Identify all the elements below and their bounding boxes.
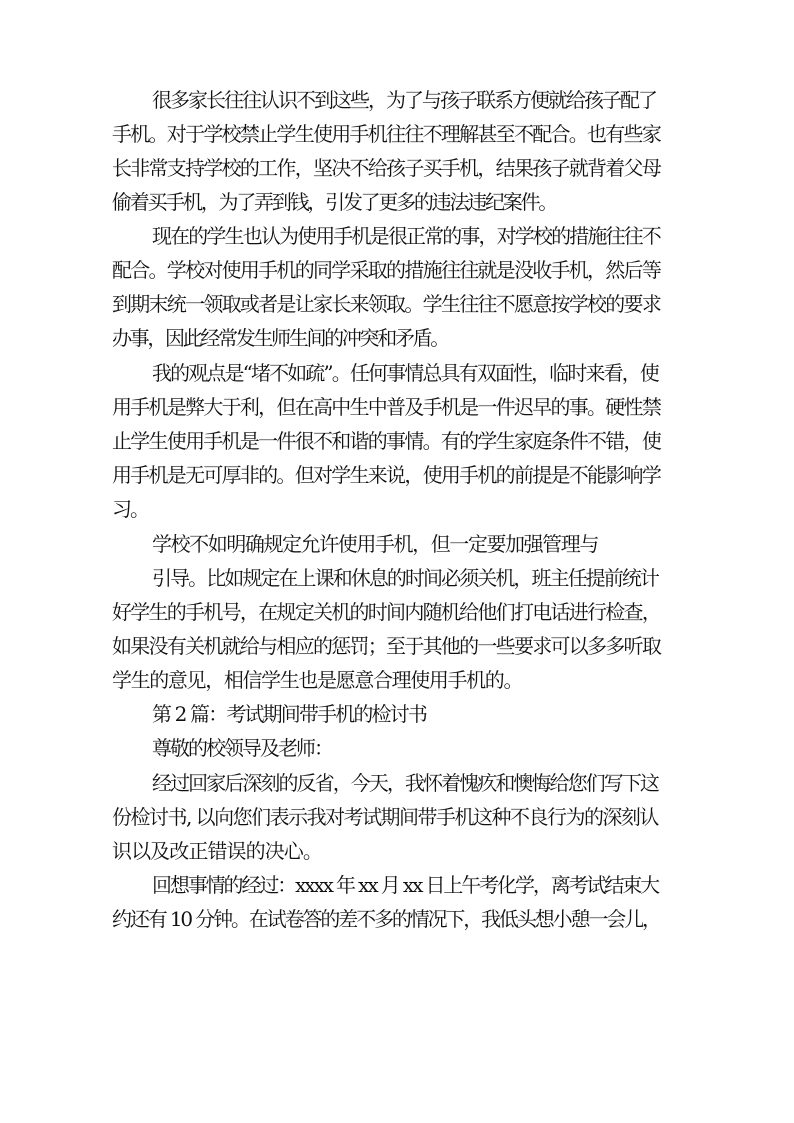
text-line-content: 现在的学生也认为使用手机是很正常的事，对学校的措施往往不 [152,224,660,248]
text-line [0,117,794,151]
text-line-content: 如果没有关机就给与相应的惩罚；至于其他的一些要求可以多多听取 [112,634,661,658]
text-line [0,390,794,424]
text-line-content: 很多家长往往认识不到这些，为了与孩子联系方便就给孩子配了 [152,88,656,112]
text-line-content: 经过回家后深刻的反省，今天，我怀着愧疚和懊悔给您们写下这 [152,771,658,795]
text-line-content: 回想事情的经过：xxxx 年 xx 月 xx 日上午考化学，离考试结束大 [152,873,659,897]
text-line-content: 用手机是无可厚非的。但对学生来说，使用手机的前提是不能影响学 [112,463,661,487]
text-line-content: 识以及改正错误的决心。 [112,839,322,863]
text-line [0,902,794,936]
text-line [0,766,794,800]
text-line-content: 第 2 篇：考试期间带手机的检讨书 [152,702,426,726]
text-line-content: 到期末统一领取或者是让家长来领取。学生往往不愿意按学校的要求 [112,292,661,316]
text-line [0,629,794,663]
text-line [0,83,794,117]
text-line [0,868,794,902]
text-line [0,151,794,185]
text-line-content: 好学生的手机号，在规定关机的时间内随机给他们打电话进行检查， [112,600,661,624]
text-line-content: 份检讨书, 以向您们表示我对考试期间带手机这种不良行为的深刻认 [112,805,658,829]
text-line [0,834,794,868]
text-line [0,492,794,526]
text-line [0,561,794,595]
text-line-content: 配合。学校对使用手机的同学采取的措施往往就是没收手机，然后等 [112,258,661,282]
text-line [0,321,794,355]
text-line [0,527,794,561]
text-line-content: 学生的意见，相信学生也是愿意合理使用手机的。 [112,668,523,692]
text-line-content: 偷着买手机，为了弄到钱，引发了更多的违法违纪案件。 [112,190,556,214]
text-line-content: 约还有 10 分钟。在试卷答的差不多的情况下，我低头想小憩一会儿， [112,907,660,931]
text-line-content: 止学生使用手机是一件很不和谐的事情。有的学生家庭条件不错，使 [112,429,661,453]
text-line-content: 手机。对于学校禁止学生使用手机往往不理解甚至不配合。也有些家 [112,122,661,146]
text-line [0,697,794,731]
text-line [0,800,794,834]
text-line [0,424,794,458]
text-line-content: 引导。比如规定在上课和休息的时间必须关机，班主任提前统计 [152,566,658,590]
text-line [0,287,794,321]
text-line [0,356,794,390]
text-line-content: 学校不如明确规定允许使用手机，但一定要加强管理与 [152,532,598,556]
text-line [0,663,794,697]
text-line-content: 办事，因此经常发生师生间的冲突和矛盾。 [112,326,448,350]
text-line-content: 尊敬的校领导及老师： [152,736,332,760]
text-line [0,458,794,492]
text-line [0,595,794,629]
text-line [0,731,794,765]
text-line [0,219,794,253]
text-line-content: 用手机是弊大于利，但在高中生中普及手机是一件迟早的事。硬性禁 [112,395,661,419]
text-line [0,185,794,219]
text-line-content: 习。 [112,497,148,521]
text-line-content: 长非常支持学校的工作，坚决不给孩子买手机，结果孩子就背着父母 [112,156,661,180]
text-line-content: 我的观点是“堵不如疏”。任何事情总具有双面性，临时来看，使 [152,361,658,385]
text-line [0,253,794,287]
